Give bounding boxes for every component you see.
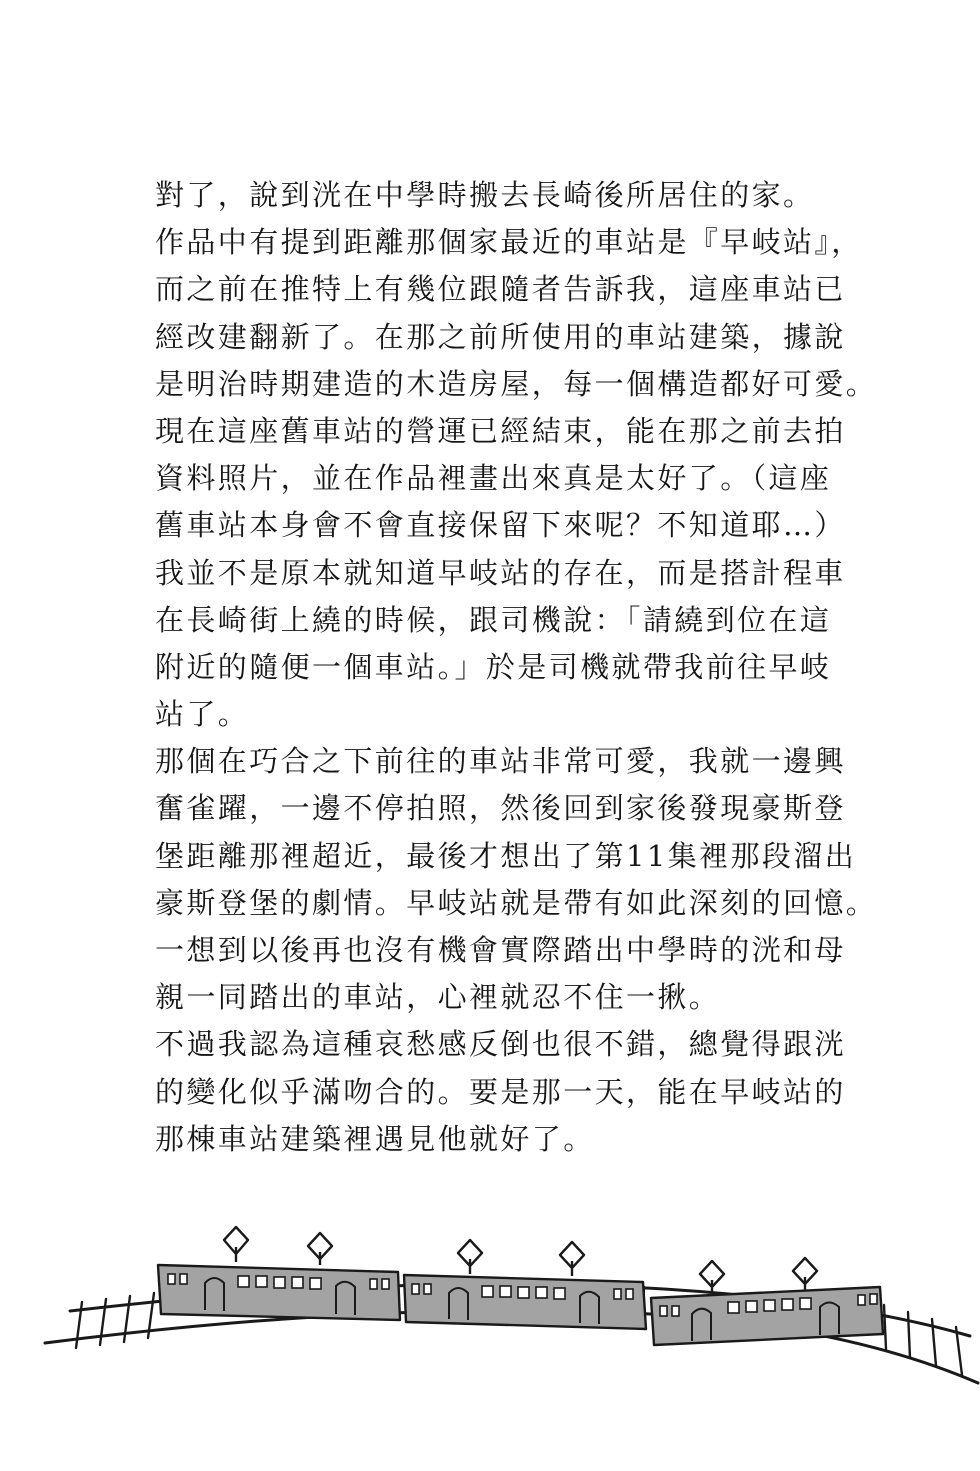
car-window — [168, 1274, 175, 1284]
car-window — [256, 1276, 267, 1287]
car-window — [626, 1289, 633, 1299]
text-line: 附近的隨便一個車站。」於是司機就帶我前往早岐 — [155, 649, 832, 684]
text-line: 而之前在推特上有幾位跟隨者告訴我，這座車站已 — [155, 272, 846, 307]
car-window — [728, 1302, 739, 1313]
text-line: 我並不是原本就知道早岐站的存在，而是搭計程車 — [155, 555, 846, 590]
pantograph — [224, 1227, 248, 1262]
pantograph — [308, 1233, 332, 1265]
car-window — [554, 1288, 565, 1299]
train-car — [651, 1258, 883, 1345]
train-car — [158, 1227, 400, 1320]
car-window — [518, 1287, 529, 1298]
car-body — [158, 1265, 400, 1320]
car-window — [858, 1295, 865, 1305]
text-line: 是明治時期建造的木造房屋，每一個構造都好可愛。 — [155, 366, 878, 401]
car-window — [800, 1298, 811, 1309]
car-window — [782, 1299, 793, 1310]
car-window — [292, 1277, 303, 1288]
pantograph — [560, 1242, 584, 1276]
pantograph — [458, 1240, 482, 1274]
car-window — [370, 1279, 377, 1289]
text-line: 在長崎街上繞的時候，跟司機說：「請繞到位在這 — [155, 602, 832, 637]
car-window — [238, 1276, 249, 1287]
text-line: 對了，說到洸在中學時搬去長崎後所居住的家。 — [155, 178, 815, 212]
car-window — [764, 1300, 775, 1311]
text-line: 資料照片，並在作品裡畫出來真是太好了。（這座 — [155, 461, 832, 496]
body-text — [155, 172, 878, 1163]
car-window — [424, 1284, 431, 1294]
text-line: 的變化似乎滿吻合的。要是那一天，能在早岐站的 — [155, 1074, 846, 1109]
car-window — [180, 1274, 187, 1284]
text-line: 站了。 — [155, 697, 250, 732]
car-window — [870, 1294, 877, 1304]
text-line: 那個在巧合之下前往的車站非常可愛，我就一邊興 — [155, 744, 846, 779]
car-window — [672, 1306, 679, 1316]
car-body — [404, 1275, 646, 1329]
text-line: 豪斯登堡的劇情。早岐站就是帶有如此深刻的回憶。 — [155, 885, 878, 920]
text-line: 作品中有提到距離那個家最近的車站是『早岐站』， — [155, 225, 863, 260]
car-window — [500, 1286, 511, 1297]
car-window — [614, 1289, 621, 1299]
text-line: 一想到以後再也沒有機會實際踏出中學時的洸和母 — [155, 933, 846, 967]
text-line: 奮雀躍，一邊不停拍照，然後回到家後發現豪斯登 — [155, 791, 846, 826]
car-body — [651, 1287, 883, 1345]
text-line: 不過我認為這種哀愁感反倒也很不錯，總覺得跟洸 — [155, 1027, 846, 1062]
train-illustration — [0, 1200, 980, 1400]
text-line: 那棟車站建築裡遇見他就好了。 — [155, 1121, 595, 1156]
car-window — [274, 1277, 285, 1288]
car-window — [746, 1301, 757, 1312]
text-line: 堡距離那裡超近，最後才想出了第11集裡那段溜出 — [155, 838, 857, 873]
text-line: 現在這座舊車站的營運已經結束，能在那之前去拍 — [155, 413, 846, 448]
car-window — [382, 1279, 389, 1289]
text-line: 親一同踏出的車站，心裡就忍不住一揪。 — [155, 980, 721, 1015]
car-window — [310, 1278, 321, 1289]
text-line: 經改建翻新了。在那之前所使用的車站建築，據說 — [155, 319, 846, 354]
car-window — [482, 1286, 493, 1297]
car-window — [536, 1287, 547, 1298]
pantograph — [793, 1258, 817, 1292]
pantograph — [700, 1261, 724, 1295]
car-window — [660, 1306, 667, 1316]
train-car — [404, 1240, 646, 1329]
car-window — [412, 1284, 419, 1294]
text-line: 舊車站本身會不會直接保留下來呢？不知道耶…） — [155, 508, 846, 543]
